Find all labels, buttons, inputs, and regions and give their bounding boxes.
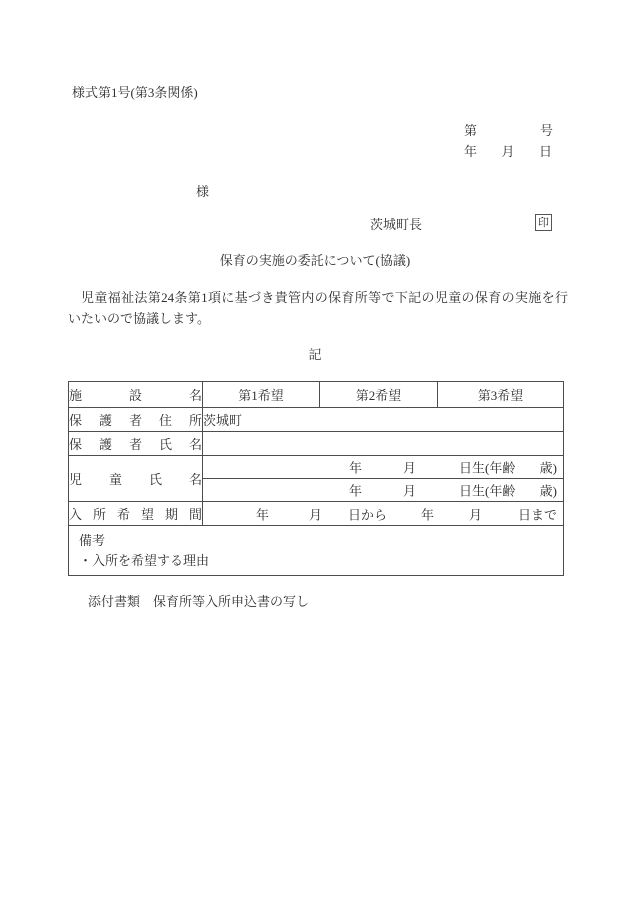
form-id-label: 様式第1号(第3条関係) xyxy=(72,85,198,100)
application-table xyxy=(68,381,564,576)
date-month-label: 月 xyxy=(501,144,515,159)
doc-number-suffix: 号 xyxy=(539,123,553,138)
period-label: 入所希望期間 xyxy=(69,502,203,526)
child-name-label: 児童氏名 xyxy=(69,456,203,502)
guardian-address-label: 保護者住所 xyxy=(69,408,203,432)
period-year1-label: 年 xyxy=(256,507,270,522)
facility-choice3: 第3希望 xyxy=(438,382,564,408)
date-line xyxy=(464,141,552,160)
birth-month-label: 月 xyxy=(403,483,417,499)
birth-month-label: 月 xyxy=(403,460,417,476)
sender-label: 茨城町長 xyxy=(370,217,423,232)
period-from-label: 日から xyxy=(348,507,388,522)
birth-age-unit-label: 歳) xyxy=(539,460,557,476)
child-name-row-1 xyxy=(69,456,564,479)
period-month1-label: 月 xyxy=(309,507,323,522)
child-birth-line-1 xyxy=(203,456,564,479)
addressee-label: 様 xyxy=(196,184,210,199)
birth-year-label: 年 xyxy=(349,483,363,499)
period-until-label: 日まで xyxy=(517,507,557,522)
document-title: 保育の実施の委託について(協議) xyxy=(219,253,411,268)
ki-heading: 記 xyxy=(308,347,322,362)
remarks-label: 備考 xyxy=(79,533,106,548)
doc-number-prefix: 第 xyxy=(464,123,478,138)
doc-number-line xyxy=(464,120,553,139)
guardian-address-row xyxy=(69,408,564,432)
birth-year-label: 年 xyxy=(349,460,363,476)
period-month2-label: 月 xyxy=(469,507,483,522)
birth-day-age-label: 日生(年齢 xyxy=(459,460,516,476)
child-birth-line-2 xyxy=(203,479,564,502)
period-row xyxy=(69,502,564,526)
birth-day-age-label: 日生(年齢 xyxy=(459,483,516,499)
attachment-note: 添付書類 保育所等入所申込書の写し xyxy=(88,594,310,609)
body-paragraph: 児童福祉法第24条第1項に基づき貴管内の保育所等で下記の児童の保育の実施を行いたいので協議します。 xyxy=(68,290,568,326)
guardian-name-label: 保護者氏名 xyxy=(69,432,203,456)
seal-box: 印 xyxy=(535,214,552,231)
facility-row xyxy=(69,382,564,408)
guardian-name-row xyxy=(69,432,564,456)
guardian-address-value: 茨城町 xyxy=(203,408,564,432)
facility-choice1: 第1希望 xyxy=(203,382,320,408)
birth-age-unit-label: 歳) xyxy=(539,483,557,499)
remarks-row xyxy=(69,526,564,576)
remarks-cell xyxy=(69,526,564,576)
date-day-label: 日 xyxy=(538,144,552,159)
guardian-name-value xyxy=(203,432,564,456)
facility-label: 施設名 xyxy=(69,382,203,408)
period-year2-label: 年 xyxy=(421,507,435,522)
period-line xyxy=(203,502,564,526)
facility-choice2: 第2希望 xyxy=(320,382,438,408)
date-year-label: 年 xyxy=(464,144,478,159)
remarks-reason: ・入所を希望する理由 xyxy=(79,553,210,568)
